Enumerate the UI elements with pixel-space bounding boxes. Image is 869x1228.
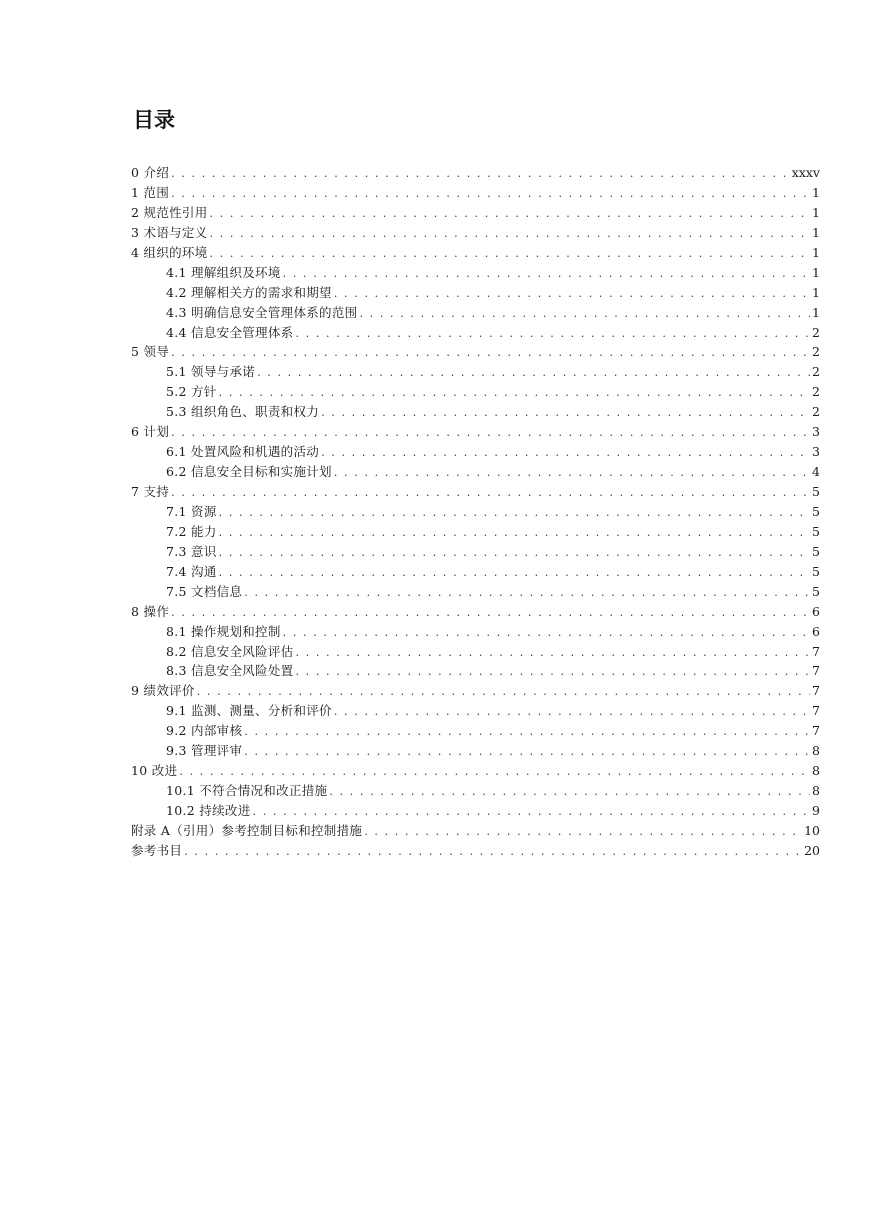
toc-entry[interactable] (131, 382, 820, 402)
toc-dot-leader (295, 643, 810, 663)
toc-entry-label: 10.2 持续改进 (166, 803, 251, 818)
toc-entry[interactable] (131, 442, 820, 462)
toc-entry[interactable] (131, 462, 820, 482)
toc-entry[interactable] (131, 163, 820, 183)
toc-page-number: 5 (812, 563, 820, 579)
toc-dot-leader (283, 623, 810, 643)
toc-page-number: 8 (812, 743, 820, 759)
toc-entry[interactable] (131, 223, 820, 243)
toc-entry[interactable] (131, 342, 820, 362)
toc-page-number: 6 (812, 623, 820, 639)
toc-entry[interactable] (131, 741, 820, 761)
toc-entry[interactable] (131, 821, 820, 841)
toc-entry[interactable] (131, 582, 820, 602)
toc-entry-label: 9.3 管理评审 (166, 743, 243, 759)
toc-dot-leader (219, 523, 810, 543)
toc-entry-label: 4.1 理解组织及环境 (166, 264, 281, 280)
toc-dot-leader (197, 682, 810, 702)
toc-entry-label: 5.2 方针 (166, 384, 217, 400)
toc-page-number: 1 (812, 184, 820, 200)
toc-entry[interactable] (131, 642, 820, 662)
toc-dot-leader (334, 463, 810, 483)
toc-page-number: xxxv (791, 165, 820, 180)
toc-entry[interactable] (131, 402, 820, 422)
toc-page-number: 7 (812, 663, 820, 679)
toc-entry-label: 6.2 信息安全目标和实施计划 (166, 464, 332, 480)
toc-dot-leader (171, 343, 810, 363)
toc-page-number: 7 (812, 723, 820, 739)
toc-page-number: 2 (812, 364, 820, 380)
toc-dot-leader (295, 324, 810, 344)
toc-entry[interactable] (131, 303, 820, 323)
toc-entry[interactable] (131, 522, 820, 542)
toc-entry[interactable] (131, 562, 820, 582)
toc-dot-leader (219, 563, 810, 583)
toc-entry[interactable] (131, 701, 820, 721)
table-of-contents (131, 163, 820, 861)
toc-page-number: 5 (812, 523, 820, 539)
toc-dot-leader (244, 742, 810, 762)
toc-entry-label: 0 介绍 (131, 165, 170, 180)
toc-dot-leader (321, 403, 810, 423)
toc-entry-label: 2 规范性引用 (131, 204, 208, 220)
toc-entry[interactable] (131, 183, 820, 203)
toc-entry-label: 4.3 明确信息安全管理体系的范围 (166, 304, 358, 320)
toc-entry[interactable] (131, 243, 820, 263)
toc-entry-label: 1 范围 (131, 184, 170, 200)
toc-entry-label: 7 支持 (131, 484, 170, 499)
toc-entry[interactable] (131, 781, 820, 801)
toc-entry-label: 7.1 资源 (166, 503, 217, 519)
toc-entry[interactable] (131, 263, 820, 283)
toc-dot-leader (184, 842, 802, 862)
toc-dot-leader (219, 543, 810, 563)
toc-dot-leader (253, 802, 811, 822)
toc-entry[interactable] (131, 482, 820, 502)
toc-dot-leader (244, 583, 810, 603)
toc-page-number: 4 (812, 464, 820, 480)
toc-dot-leader (321, 443, 810, 463)
toc-entry-label: 5 领导 (131, 344, 170, 360)
toc-entry-label: 8.1 操作规划和控制 (166, 623, 281, 639)
toc-entry[interactable] (131, 841, 820, 861)
toc-page-number: 1 (812, 204, 820, 220)
toc-entry[interactable] (131, 602, 820, 622)
toc-dot-leader (257, 363, 810, 383)
toc-page-number: 7 (812, 643, 820, 659)
toc-dot-leader (334, 284, 810, 304)
toc-entry[interactable] (131, 681, 820, 701)
toc-entry-label: 8.2 信息安全风险评估 (166, 643, 294, 659)
toc-page-number: 20 (804, 842, 820, 858)
toc-entry[interactable] (131, 801, 820, 821)
toc-page-number: 10 (804, 822, 820, 838)
toc-dot-leader (295, 662, 810, 682)
toc-entry-label: 参考书目 (131, 842, 183, 858)
toc-dot-leader (171, 483, 810, 503)
toc-dot-leader (359, 304, 810, 324)
toc-dot-leader (210, 204, 811, 224)
toc-entry[interactable] (131, 661, 820, 681)
toc-page-number: 1 (812, 224, 820, 240)
toc-entry-label: 9.2 内部审核 (166, 723, 243, 739)
toc-entry[interactable] (131, 362, 820, 382)
toc-dot-leader (171, 423, 810, 443)
toc-page-number: 1 (812, 284, 820, 300)
toc-page-number: 1 (812, 264, 820, 280)
toc-page-number: 5 (812, 503, 820, 519)
toc-entry-label: 10 改进 (131, 763, 178, 779)
toc-dot-leader (171, 164, 790, 184)
toc-entry-label: 7.3 意识 (166, 543, 217, 559)
toc-entry[interactable] (131, 502, 820, 522)
toc-page-number: 2 (812, 404, 820, 420)
toc-dot-leader (283, 264, 810, 284)
toc-page-number: 9 (812, 803, 820, 818)
page-title: 目录 (133, 108, 175, 132)
toc-dot-leader (210, 244, 811, 264)
toc-entry-label: 8 操作 (131, 603, 170, 619)
toc-dot-leader (179, 762, 810, 782)
toc-dot-leader (329, 782, 810, 802)
toc-page-number: 5 (812, 583, 820, 599)
toc-entry[interactable] (131, 721, 820, 741)
toc-page-number: 5 (812, 484, 820, 499)
toc-dot-leader (219, 503, 810, 523)
toc-page-number: 1 (812, 244, 820, 260)
toc-entry-label: 3 术语与定义 (131, 224, 208, 240)
toc-dot-leader (244, 722, 810, 742)
toc-entry[interactable] (131, 323, 820, 343)
toc-dot-leader (171, 184, 810, 204)
toc-entry-label: 5.3 组织角色、职责和权力 (166, 404, 320, 420)
toc-entry[interactable] (131, 203, 820, 223)
toc-entry-label: 7.5 文档信息 (166, 583, 243, 599)
toc-dot-leader (334, 702, 810, 722)
toc-entry-label: 9.1 监测、测量、分析和评价 (166, 703, 332, 719)
toc-entry-label: 6.1 处置风险和机遇的活动 (166, 444, 320, 460)
toc-entry-label: 9 绩效评价 (131, 683, 195, 699)
toc-entry-label: 7.4 沟通 (166, 563, 217, 579)
toc-entry-label: 附录 A（引用）参考控制目标和控制措施 (131, 822, 363, 838)
toc-dot-leader (219, 383, 810, 403)
toc-page-number: 7 (812, 703, 820, 719)
toc-dot-leader (210, 224, 811, 244)
toc-entry[interactable] (131, 542, 820, 562)
toc-entry[interactable] (131, 422, 820, 442)
toc-entry-label: 4 组织的环境 (131, 244, 208, 260)
toc-page-number: 8 (812, 783, 820, 799)
toc-page-number: 2 (812, 324, 820, 340)
toc-entry[interactable] (131, 761, 820, 781)
toc-page-number: 7 (812, 683, 820, 699)
toc-entry-label: 4.4 信息安全管理体系 (166, 324, 294, 340)
toc-entry-label: 7.2 能力 (166, 523, 217, 539)
toc-page-number: 2 (812, 384, 820, 400)
toc-entry-label: 6 计划 (131, 424, 170, 440)
toc-entry-label: 5.1 领导与承诺 (166, 364, 256, 380)
toc-page-number: 3 (812, 444, 820, 460)
toc-entry-label: 10.1 不符合情况和改正措施 (166, 783, 328, 799)
toc-entry-label: 8.3 信息安全风险处置 (166, 663, 294, 679)
toc-page-number: 8 (812, 763, 820, 779)
toc-entry[interactable] (131, 622, 820, 642)
toc-page-number: 3 (812, 424, 820, 440)
toc-dot-leader (171, 603, 810, 623)
toc-entry[interactable] (131, 283, 820, 303)
toc-page-number: 5 (812, 543, 820, 559)
toc-entry-label: 4.2 理解相关方的需求和期望 (166, 284, 332, 300)
toc-dot-leader (364, 822, 802, 842)
toc-page-number: 2 (812, 344, 820, 360)
toc-page-number: 1 (812, 304, 820, 320)
toc-page-number: 6 (812, 603, 820, 619)
